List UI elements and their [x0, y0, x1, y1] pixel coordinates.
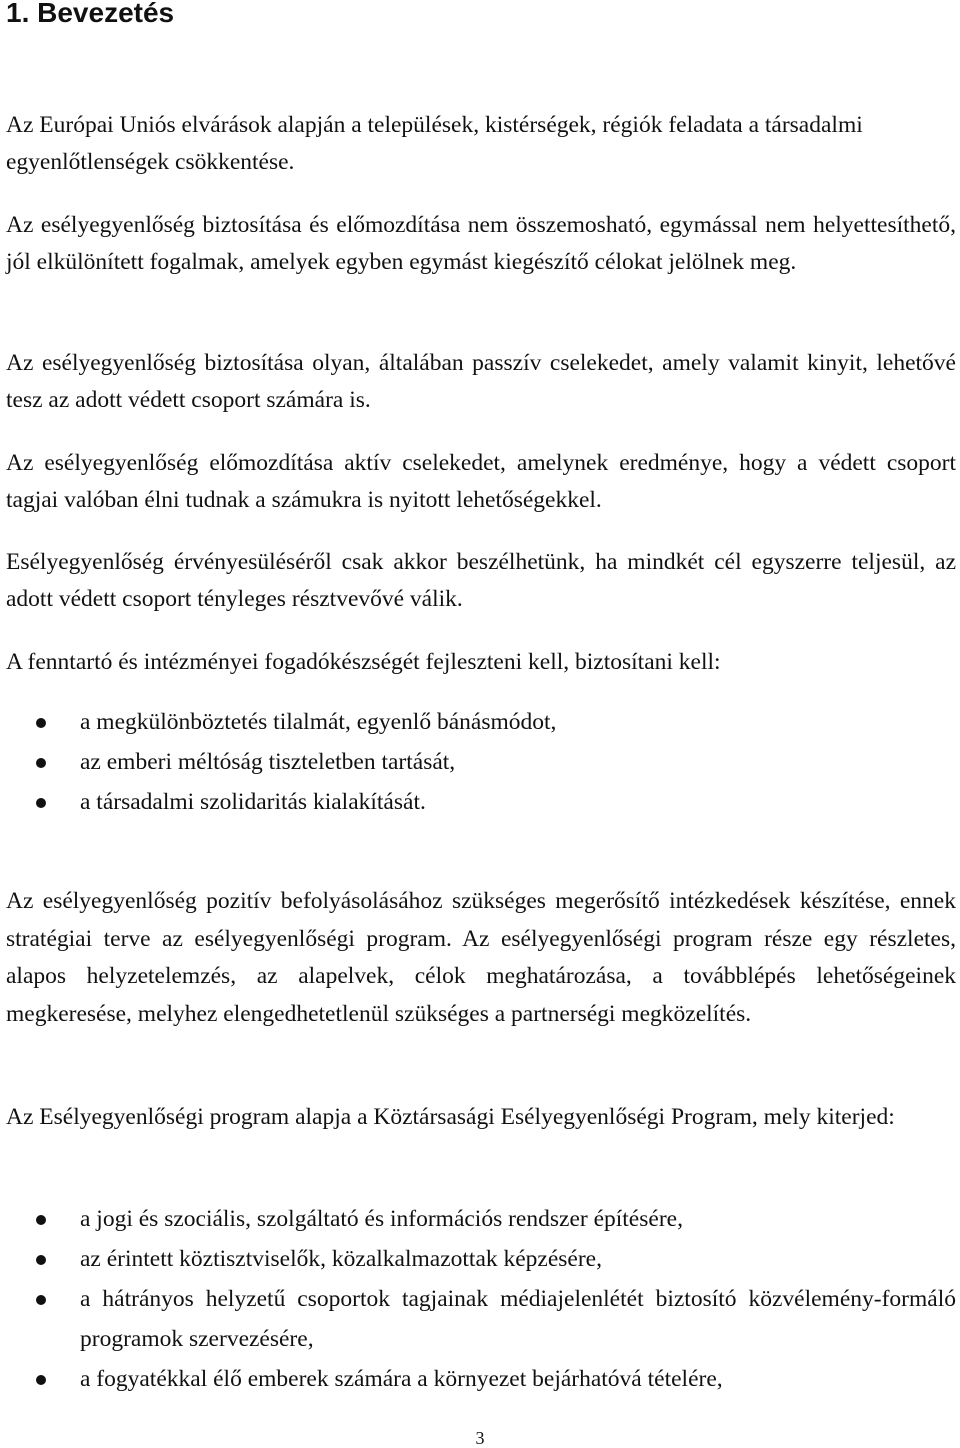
- paragraph-equal-opportunity-concepts: Az esélyegyenlőség biztosítása és előmozdítása nem összemosható, egymással nem helyettesíthető, jól elkülönített fogalmak, amelyek egyben egymást kiegészítő célokat jelölnek meg.: [6, 212, 956, 275]
- bullet-icon: [36, 798, 46, 808]
- list-item: a hátrányos helyzetű csoportok tagjainak médiajelenlétét biztosító közvélemény-formáló programok szervezésére,: [6, 1279, 956, 1359]
- paragraph-passive-guarantee: Az esélyegyenlőség biztosítása olyan, általában passzív cselekedet, amely valamit kinyit, lehetővé tesz az adott védett csoport számára is.: [6, 350, 956, 413]
- section-heading: 1. Bevezetés: [6, 0, 175, 28]
- bullet-icon: [36, 1215, 46, 1225]
- bullet-icon: [36, 1375, 46, 1385]
- bullet-icon: [36, 1255, 46, 1265]
- paragraph-maintainer-duties: A fenntartó és intézményei fogadókészségét fejleszteni kell, biztosítani kell:: [6, 649, 721, 675]
- list-item: a fogyatékkal élő emberek számára a környezet bejárhatóvá tételére,: [6, 1359, 956, 1399]
- program-scope-list: [6, 1199, 956, 1399]
- page-number: 3: [475, 1428, 485, 1448]
- list-item: a jogi és szociális, szolgáltató és információs rendszer építésére,: [6, 1199, 956, 1239]
- paragraph-program-description: Az esélyegyenlőség pozitív befolyásolásához szükséges megerősítő intézkedések készítése, ennek stratégiai terve az esélyegyenlőségi program. Az esélyegyenlőségi program része egy részletes, alapos helyzetelemzés, az alapelvek, célok meghatározása, a továbblépés lehetőségeinek megkeresése, melyhez elengedhetetlenül szükséges a partnerségi megközelítés.: [6, 888, 956, 1027]
- list-item: az emberi méltóság tiszteletben tartását,: [6, 742, 956, 782]
- list-item: a megkülönböztetés tilalmát, egyenlő bánásmódot,: [6, 702, 956, 742]
- list-item: a társadalmi szolidaritás kialakítását.: [6, 782, 956, 822]
- paragraph-program-basis: Az Esélyegyenlőségi program alapja a Köztársasági Esélyegyenlőségi Program, mely kiterjed:: [6, 1104, 895, 1130]
- bullet-icon: [36, 1295, 46, 1305]
- list-item: az érintett köztisztviselők, közalkalmazottak képzésére,: [6, 1239, 956, 1279]
- bullet-icon: [36, 718, 46, 728]
- paragraph-eu-expectations: Az Európai Uniós elvárások alapján a települések, kistérségek, régiók feladata a társadalmi egyenlőtlenségek csökkentése.: [6, 112, 863, 175]
- paragraph-active-promotion: Az esélyegyenlőség előmozdítása aktív cselekedet, amelynek eredménye, hogy a védett csoport tagjai valóban élni tudnak a számukra is nyitott lehetőségekkel.: [6, 450, 956, 513]
- paragraph-realization: Esélyegyenlőség érvényesüléséről csak akkor beszélhetünk, ha mindkét cél egyszerre teljesül, az adott védett csoport tényleges résztvevővé válik.: [6, 549, 956, 612]
- bullet-icon: [36, 758, 46, 768]
- duties-list: [6, 702, 956, 822]
